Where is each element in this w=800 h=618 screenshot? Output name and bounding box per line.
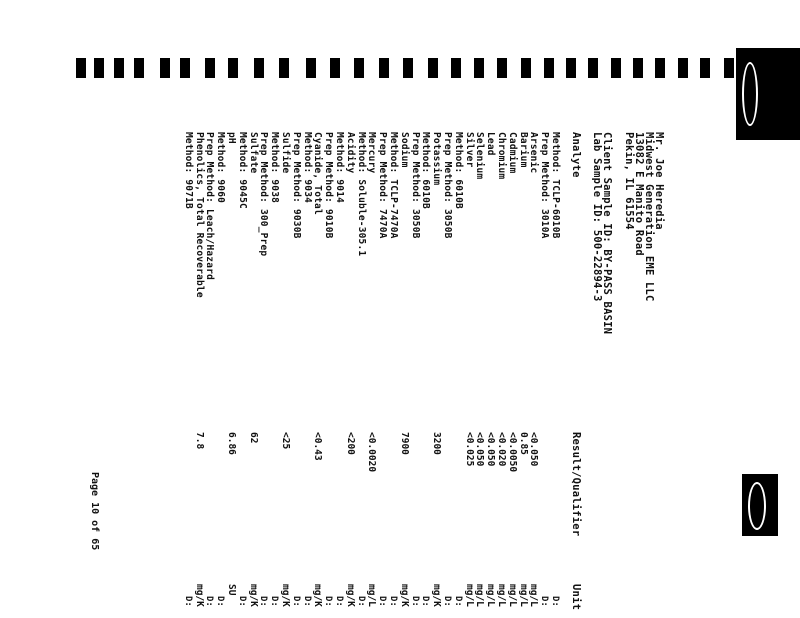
row-analyte: Method: 9034 — [301, 132, 313, 204]
row-result: 3200 — [431, 432, 443, 455]
row-unit: mg/L — [517, 584, 529, 607]
row-result: <0.050 — [485, 432, 497, 467]
address-company: Midwest Generation EME LLC — [643, 132, 655, 302]
row-unit-note: D: — [442, 596, 452, 607]
address-city: Pekin, IL 61554 — [623, 132, 635, 230]
row-analyte: Phenolics, Total Recoverable — [193, 132, 205, 298]
row-analyte: Sodium — [398, 132, 410, 168]
row-unit-note: D: — [355, 596, 366, 607]
row-unit-note: D: — [269, 596, 280, 607]
row-analyte: Method: 9071B — [182, 132, 194, 209]
row-result: <25 — [280, 432, 291, 450]
row-unit: mg/L — [366, 584, 378, 607]
row-analyte: Prep Method: Leach/Hazard — [204, 132, 216, 280]
row-unit: mg/K — [431, 584, 443, 607]
row-unit-note: D: — [258, 596, 269, 607]
row-analyte: Method: 9060 — [215, 132, 227, 204]
col-unit: Unit — [570, 584, 582, 611]
row-analyte: Chromium — [496, 132, 507, 180]
row-result: 62 — [247, 432, 259, 444]
row-result: <0.050 — [528, 432, 540, 467]
row-analyte: Prep Method: 3050B — [442, 132, 453, 239]
row-unit: mg/K — [344, 584, 356, 607]
row-result: <200 — [344, 432, 356, 455]
col-analyte: Analyte — [570, 132, 582, 178]
row-unit-note: D: — [290, 596, 301, 607]
row-result: 7900 — [398, 432, 410, 455]
row-unit-note: D: — [377, 596, 388, 607]
row-unit: mg/L — [474, 584, 486, 607]
row-unit: mg/L — [496, 584, 507, 607]
row-unit: mg/L — [485, 584, 497, 607]
row-result: <0.43 — [312, 432, 324, 461]
client-sample-id: Client Sample ID: BY-PASS BASIN — [601, 132, 613, 335]
row-unit-note: D: — [550, 596, 560, 607]
row-unit-note: D: — [215, 596, 226, 607]
row-analyte: Method: 9045C — [236, 132, 248, 209]
row-analyte: pH — [226, 132, 237, 144]
row-unit: mg/K — [193, 584, 205, 607]
address-name: Mr. Joe Heredia — [653, 132, 665, 230]
row-result: 6.86 — [226, 432, 237, 455]
row-unit: mg/K — [312, 584, 324, 607]
lab-sample-id: Lab Sample ID: 500-22894-3 — [591, 132, 603, 302]
row-unit-note: D: — [388, 596, 398, 607]
row-analyte: Cadmium — [506, 132, 518, 174]
row-analyte: Potassium — [431, 132, 443, 186]
row-unit: mg/K — [247, 584, 259, 607]
row-unit-note: D: — [452, 596, 463, 607]
row-analyte: Prep Method: 9030B — [290, 132, 302, 239]
row-unit-note: D: — [236, 596, 247, 607]
row-unit: mg/K — [398, 584, 410, 607]
row-analyte: Lead — [485, 132, 497, 156]
row-unit-note: D: — [323, 596, 334, 607]
row-analyte: Method: TCLP-6010B — [550, 132, 561, 239]
row-analyte: Sulfide — [280, 132, 291, 174]
row-result: <0.050 — [474, 432, 486, 467]
row-unit: mg/L — [528, 584, 540, 607]
row-analyte: Prep Method: 3050B — [409, 132, 421, 239]
row-unit-note: D: — [334, 596, 344, 607]
row-result: 7.8 — [193, 432, 205, 450]
row-analyte: Acidity — [344, 132, 356, 174]
row-unit-note: D: — [409, 596, 420, 607]
row-analyte: Cyanide, Total — [312, 132, 324, 215]
row-analyte: Method: 6010B — [420, 132, 432, 209]
row-analyte: Prep Method: 300_Prep — [258, 132, 270, 257]
row-analyte: Method: 6010B — [452, 132, 464, 209]
row-unit-note: D: — [204, 596, 215, 607]
row-result: <0.020 — [496, 432, 507, 467]
row-analyte: Sulfate — [247, 132, 259, 174]
row-analyte: Method: Soluble-305.1 — [355, 132, 367, 257]
row-analyte: Prep Method: 3010A — [539, 132, 551, 239]
row-result: 0.85 — [517, 432, 529, 455]
row-analyte: Barium — [517, 132, 529, 168]
row-unit-note: D: — [301, 596, 312, 607]
row-result: <0.0020 — [366, 432, 378, 473]
row-analyte: Selenium — [474, 132, 486, 180]
row-analyte: Silver — [463, 132, 475, 168]
row-result: <0.025 — [463, 432, 475, 467]
row-unit: mg/L — [463, 584, 475, 607]
row-unit: mg/L — [506, 584, 518, 607]
row-result: <0.0050 — [506, 432, 518, 473]
row-unit: SU — [226, 584, 237, 596]
row-analyte: Prep Method: 7470A — [377, 132, 389, 239]
row-unit: mg/K — [280, 584, 291, 607]
row-analyte: Method: 9014 — [334, 132, 345, 204]
col-result: Result/Qualifier — [570, 432, 582, 537]
row-unit-note: D: — [539, 596, 550, 607]
row-unit-note: D: — [420, 596, 431, 607]
address-street: 13082 E Manito Road — [633, 132, 645, 256]
row-unit-note: D: — [182, 596, 193, 607]
row-analyte: Method: TCLP-7470A — [388, 132, 399, 239]
page-footer: Page 10 of 65 — [89, 472, 100, 551]
row-analyte: Arsenic — [528, 132, 540, 174]
row-analyte: Mercury — [366, 132, 378, 174]
row-analyte: Prep Method: 9010B — [323, 132, 335, 239]
row-analyte: Method: 9038 — [269, 132, 281, 204]
